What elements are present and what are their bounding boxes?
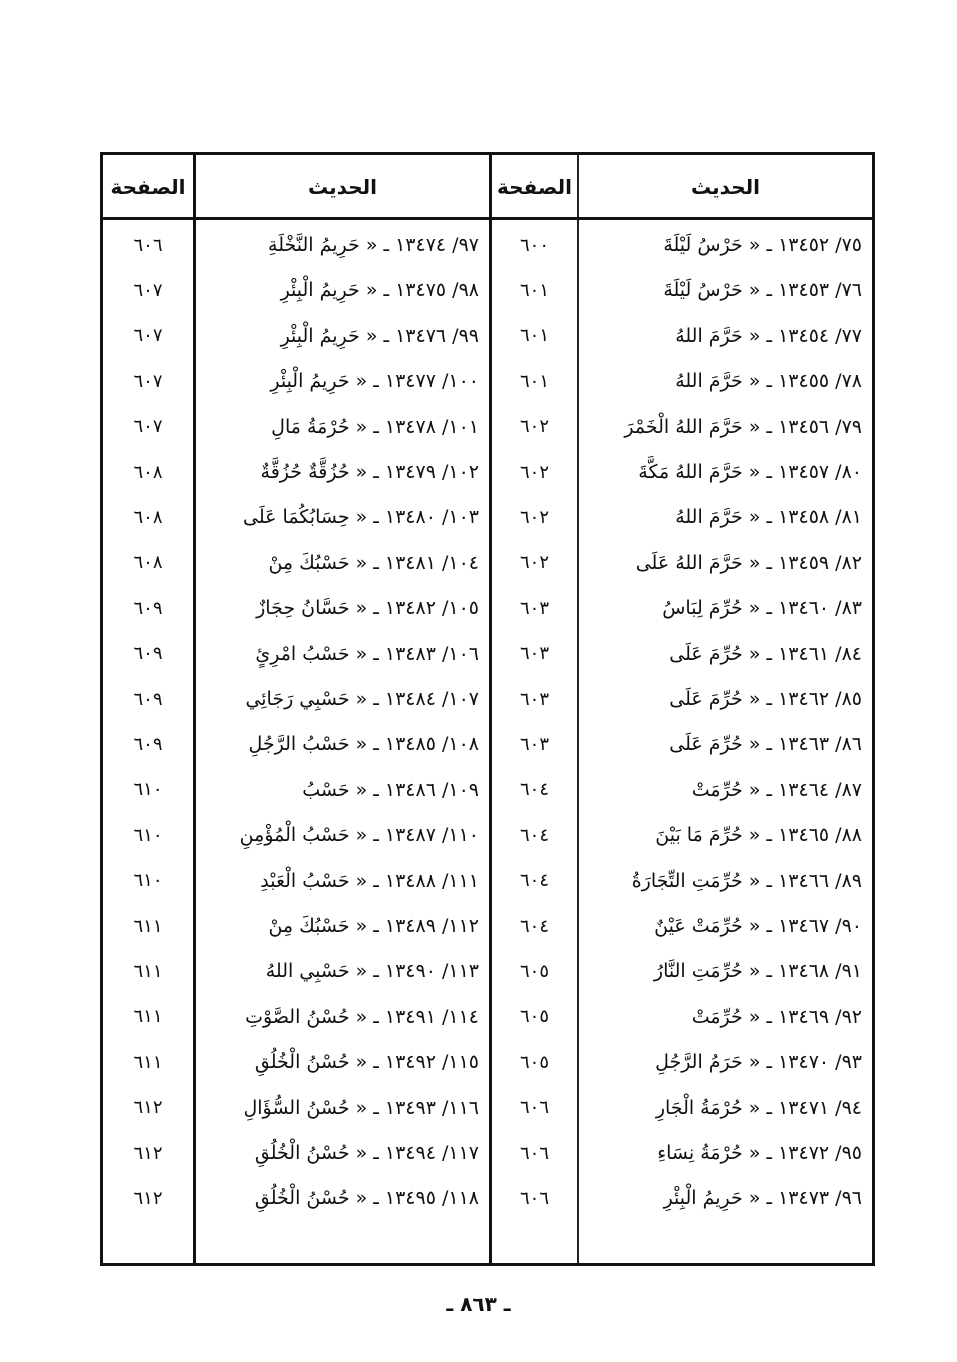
right-hadith-entry: ٧٧/ ١٣٤٥٤ ـ « حَرَّمَ اللهُ (675, 324, 862, 347)
table-row (103, 949, 872, 993)
left-page-number: ٦١٠ (133, 870, 163, 892)
left-page-number: ٦٠٦ (133, 234, 163, 256)
right-hadith-entry: ٨٣/ ١٣٤٦٠ ـ « حُرِّمَ لِبَاسُ (662, 597, 862, 620)
left-page-number: ٦٠٨ (133, 552, 163, 574)
left-hadith-entry: ١١٢/ ١٣٤٨٩ ـ « حَسْبُكَ مِنْ (268, 915, 479, 937)
right-page-number: ٦٠١ (519, 325, 549, 347)
right-page-number: ٦٠٢ (519, 416, 549, 438)
table-row (103, 813, 872, 857)
right-page-number: ٦٠٢ (519, 552, 549, 574)
right-page-number: ٦٠٢ (519, 461, 549, 483)
right-hadith-entry: ٧٩/ ١٣٤٥٦ ـ « حَرَّمَ اللهُ الْخَمْرَ (624, 415, 862, 438)
left-hadith-entry: ٩٧/ ١٣٤٧٤ ـ « حَرِيمُ النَّخْلَةِ (268, 234, 479, 256)
right-hadith-entry: ٨٧/ ١٣٤٦٤ ـ « حُرِّمَتْ (691, 778, 862, 801)
right-page-number: ٦٠٥ (519, 1006, 549, 1028)
left-page-number: ٦١١ (133, 1051, 163, 1073)
table-row (103, 586, 872, 630)
right-hadith-entry: ٩٠/ ١٣٤٦٧ ـ « حُرِّمَتْ عَيْنٌ (654, 915, 862, 937)
left-hadith-entry: ١٠٦/ ١٣٤٨٣ ـ « حَسْبُ امْرِئٍ (255, 642, 479, 665)
table-row (103, 995, 872, 1039)
table-row (103, 495, 872, 539)
table-row (103, 768, 872, 812)
left-page-number: ٦١٠ (133, 779, 163, 801)
right-page-header: الصفحة (497, 175, 573, 199)
left-hadith-entry: ١٠٠/ ١٣٤٧٧ ـ « حَرِيمُ الْبِئْرِ (270, 370, 479, 393)
right-hadith-entry: ٨٨/ ١٣٤٦٥ ـ « حُرِّمَ مَا بَيْنَ (655, 824, 862, 847)
right-page-number: ٦٠١ (519, 279, 549, 301)
left-hadith-entry: ١١٦/ ١٣٤٩٣ ـ « حُسْنُ السُّؤَالِ (243, 1096, 479, 1119)
left-hadith-entry: ١١٧/ ١٣٤٩٤ ـ « حُسْنُ الْخُلُقِ (254, 1142, 479, 1164)
table-row (103, 359, 872, 403)
right-page-number: ٦٠٤ (519, 915, 549, 937)
left-hadith-entry: ١٠٩/ ١٣٤٨٦ ـ « حَسْبُ (302, 778, 479, 801)
right-hadith-entry: ٨٠/ ١٣٤٥٧ ـ « حَرَّمَ اللهُ مَكَّةَ (638, 461, 862, 483)
left-page-number: ٦١٠ (133, 824, 163, 846)
table-row (103, 541, 872, 585)
table-row (103, 450, 872, 494)
left-hadith-entry: ٩٩/ ١٣٤٧٦ ـ « حَرِيمُ الْبِئْرِ (280, 324, 479, 347)
left-hadith-entry: ١٠٥/ ١٣٤٨٢ ـ « حَسَّانُ حِجَازٌ (256, 597, 479, 620)
left-page-number: ٦٠٨ (133, 461, 163, 483)
right-page-number: ٦٠١ (519, 370, 549, 392)
table-row (103, 859, 872, 903)
table-row (103, 405, 872, 449)
left-hadith-entry: ١٠٨/ ١٣٤٨٥ ـ « حَسْبُ الرَّجُلِ (248, 733, 479, 756)
left-hadith-entry: ١١٣/ ١٣٤٩٠ ـ « حَسْبِي اللهُ (265, 960, 479, 983)
right-hadith-entry: ٨٤/ ١٣٤٦١ ـ « حُرِّمَ عَلَى (669, 642, 862, 665)
left-hadith-entry: ١١٤/ ١٣٤٩١ ـ « حُسْنُ الصَّوْتِ (245, 1005, 479, 1028)
right-page-number: ٦٠٤ (519, 824, 549, 846)
table-row (103, 1040, 872, 1084)
left-hadith-entry: ١٠٣/ ١٣٤٨٠ ـ « حِسَابُكُمَا عَلَى (243, 506, 479, 529)
table-row (103, 632, 872, 676)
right-page-number: ٦٠٦ (519, 1187, 549, 1209)
left-hadith-entry: ٩٨/ ١٣٤٧٥ ـ « حَرِيمُ الْبِئْرِ (280, 279, 479, 302)
left-page-number: ٦٠٨ (133, 506, 163, 528)
left-hadith-entry: ١٠٤/ ١٣٤٨١ ـ « حَسْبُكَ مِنْ (268, 551, 479, 574)
page-number: ـ ٨٦٣ ـ (446, 1292, 511, 1316)
left-hadith-entry: ١١٠/ ١٣٤٨٧ ـ « حَسْبُ الْمُؤْمِنِ (239, 824, 479, 847)
left-page-number: ٦١١ (133, 1006, 163, 1028)
right-hadith-entry: ٨٢/ ١٣٤٥٩ ـ « حَرَّمَ اللهُ عَلَى (635, 551, 862, 574)
right-hadith-entry: ٩٥/ ١٣٤٧٢ ـ « حُرْمَةُ نِسَاءِ (657, 1142, 862, 1164)
left-page-number: ٦٠٧ (133, 325, 163, 347)
right-page-number: ٦٠٦ (519, 1097, 549, 1119)
right-hadith-entry: ٩٦/ ١٣٤٧٣ ـ « حَرِيمُ الْبِئْرِ (663, 1187, 862, 1210)
index-table (100, 152, 875, 1266)
right-hadith-entry: ٨٥/ ١٣٤٦٢ ـ « حُرِّمَ عَلَى (669, 688, 862, 710)
right-hadith-entry: ٧٨/ ١٣٤٥٥ ـ « حَرَّمَ اللهُ (675, 370, 862, 393)
table-row (103, 1131, 872, 1175)
right-hadith-entry: ٧٥/ ١٣٤٥٢ ـ « حَرْسُ لَيْلَةَ (663, 234, 862, 256)
left-page-number: ٦٠٧ (133, 279, 163, 301)
right-hadith-entry: ٨٦/ ١٣٤٦٣ ـ « حُرِّمَ عَلَى (669, 733, 862, 756)
right-page-number: ٦٠٣ (519, 597, 549, 619)
right-page-number: ٦٠٤ (519, 779, 549, 801)
left-page-header: الصفحة (110, 175, 186, 199)
left-hadith-entry: ١١١/ ١٣٤٨٨ ـ « حَسْبُ الْعَبْدِ (260, 869, 479, 892)
right-hadith-entry: ٩١/ ١٣٤٦٨ ـ « حُرِّمَتِ النَّارُ (653, 960, 862, 983)
left-page-number: ٦١٢ (133, 1142, 163, 1164)
right-page-number: ٦٠٥ (519, 960, 549, 982)
left-page-number: ٦١٢ (133, 1187, 163, 1209)
left-page-number: ٦٠٧ (133, 370, 163, 392)
left-page-number: ٦١١ (133, 960, 163, 982)
left-page-number: ٦٠٩ (133, 733, 163, 755)
right-hadith-entry: ٩٣/ ١٣٤٧٠ ـ « حَرَمُ الرَّجُلِ (655, 1051, 862, 1074)
left-hadith-entry: ١٠١/ ١٣٤٧٨ ـ « حُرْمَةُ مَالِ (271, 415, 479, 438)
left-hadith-entry: ١١٥/ ١٣٤٩٢ ـ « حُسْنُ الْخُلُقِ (254, 1051, 479, 1074)
right-hadith-entry: ٨٩/ ١٣٤٦٦ ـ « حُرِّمَتِ التِّجَارَةُ (631, 869, 862, 892)
right-hadith-entry: ٨١/ ١٣٤٥٨ ـ « حَرَّمَ اللهُ (675, 506, 862, 529)
table-row (103, 223, 872, 267)
right-page-number: ٦٠٣ (519, 688, 549, 710)
left-page-number: ٦١٢ (133, 1097, 163, 1119)
left-page-number: ٦٠٩ (133, 688, 163, 710)
right-page-number: ٦٠٣ (519, 733, 549, 755)
right-hadith-header: الحديث (691, 175, 761, 199)
right-page-number: ٦٠٠ (519, 234, 549, 256)
left-page-number: ٦٠٧ (133, 416, 163, 438)
left-hadith-entry: ١٠٢/ ١٣٤٧٩ ـ « حُزُقَّةٌ حُزُقَّةٌ (260, 461, 479, 483)
header-divider (103, 217, 872, 220)
right-page-number: ٦٠٤ (519, 870, 549, 892)
table-row (103, 1086, 872, 1130)
left-hadith-entry: ١١٨/ ١٣٤٩٥ ـ « حُسْنُ الْخُلُقِ (254, 1187, 479, 1210)
table-row (103, 268, 872, 312)
right-hadith-entry: ٧٦/ ١٣٤٥٣ ـ « حَرْسُ لَيْلَةَ (663, 279, 862, 302)
table-row (103, 677, 872, 721)
left-page-number: ٦٠٩ (133, 643, 163, 665)
table-row (103, 722, 872, 766)
right-page-number: ٦٠٣ (519, 643, 549, 665)
right-hadith-entry: ٩٢/ ١٣٤٦٩ ـ « حُرِّمَتْ (691, 1005, 862, 1028)
left-page-number: ٦٠٩ (133, 597, 163, 619)
right-page-number: ٦٠٦ (519, 1142, 549, 1164)
right-page-number: ٦٠٢ (519, 506, 549, 528)
left-page-number: ٦١١ (133, 915, 163, 937)
right-hadith-entry: ٩٤/ ١٣٤٧١ ـ « حُرْمَةُ الْجَارِ (655, 1096, 862, 1119)
left-hadith-entry: ١٠٧/ ١٣٤٨٤ ـ « حَسْبِي رَجَائِي (245, 688, 479, 710)
table-row (103, 1176, 872, 1220)
right-page-number: ٦٠٥ (519, 1051, 549, 1073)
left-hadith-header: الحديث (308, 175, 378, 199)
table-row (103, 314, 872, 358)
table-row (103, 904, 872, 948)
